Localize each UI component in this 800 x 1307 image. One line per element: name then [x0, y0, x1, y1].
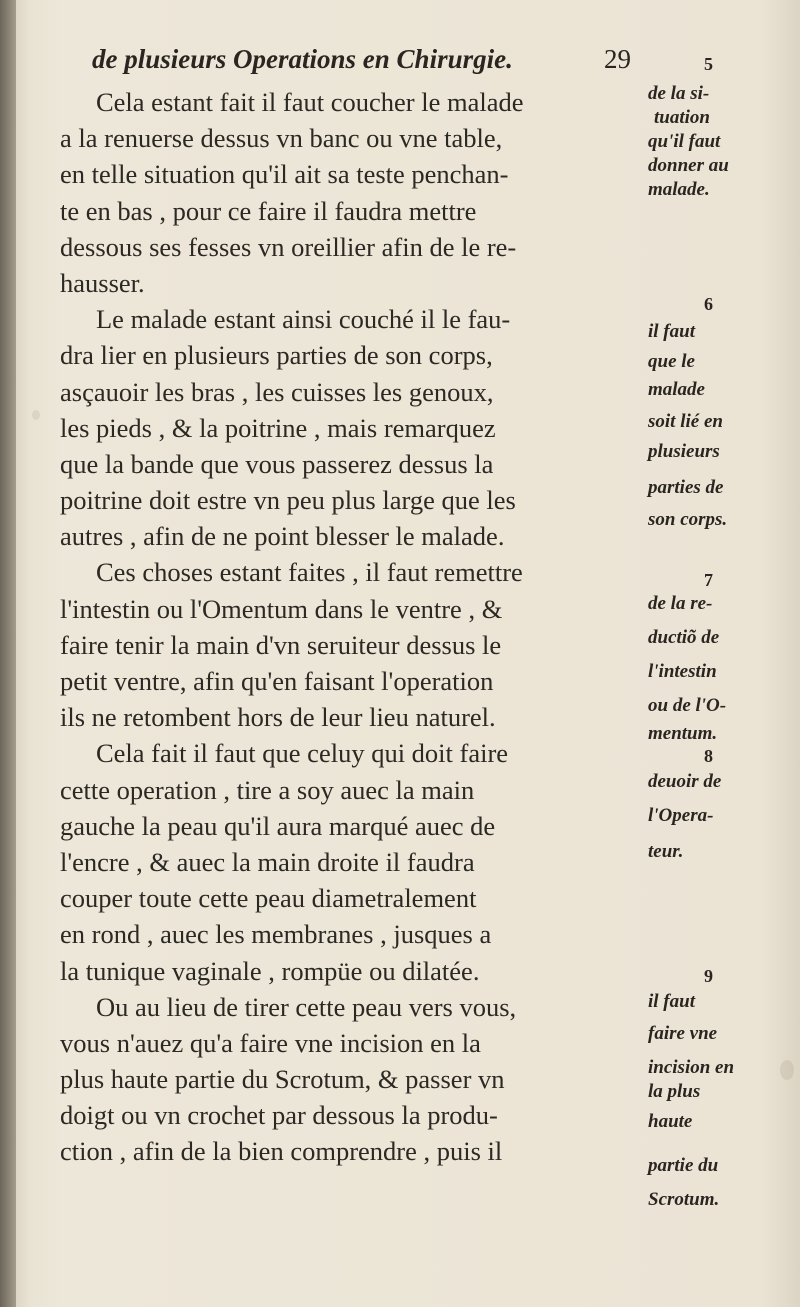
margin-note-line: haute	[648, 1111, 693, 1132]
margin-note-line: deuoir de	[648, 771, 722, 792]
text-line: petit ventre, afin qu'en faisant l'operation	[60, 666, 494, 696]
margin-note-line: teur.	[648, 841, 684, 862]
margin-note-line: qu'il faut	[648, 131, 721, 152]
margin-note-line: malade.	[648, 179, 710, 200]
text-line: que la bande que vous passerez dessus la	[60, 448, 494, 479]
text-line: l'intestin ou l'Omentum dans le ventre , &	[60, 593, 503, 624]
margin-note-line: son corps.	[648, 509, 728, 530]
text-line: asçauoir les bras , les cuisses les genoux,	[60, 376, 494, 407]
book-binding-edge	[0, 0, 16, 1307]
text-line: autres , afin de ne point blesser le malade.	[60, 521, 505, 552]
margin-note-number: 7	[704, 570, 713, 590]
paper-stain	[32, 410, 40, 420]
margin-note-line: parties de	[648, 477, 724, 498]
margin-note-line: faire vne	[648, 1023, 718, 1044]
text-line: ction , afin de la bien comprendre , puis il	[60, 1136, 503, 1167]
running-header	[92, 44, 652, 84]
margin-notes	[648, 0, 788, 1307]
text-line: doigt ou vn crochet par dessous la produ-	[60, 1100, 498, 1131]
margin-note-line: incision en	[648, 1057, 735, 1078]
margin-note-number: 6	[704, 294, 713, 314]
text-line: Cela fait il faut que celuy qui doit faire	[96, 738, 509, 769]
text-line: couper toute cette peau diametralement	[60, 883, 477, 914]
margin-note-line: malade	[648, 379, 705, 400]
paragraph	[60, 735, 640, 988]
text-line: en telle situation qu'il ait sa teste penchan-	[60, 159, 509, 190]
margin-note-line: de la si-	[648, 83, 710, 104]
text-line: la tunique vaginale , rompüe ou dilatée.	[60, 955, 480, 986]
margin-note-line: tuation	[654, 107, 710, 128]
text-line: en rond , auec les membranes , jusques a	[60, 919, 492, 950]
paragraph	[60, 84, 640, 301]
main-text-block	[60, 84, 640, 1170]
margin-note-line: que le	[648, 351, 695, 372]
text-line: ils ne retombent hors de leur lieu naturel.	[60, 702, 496, 733]
text-line: Ou au lieu de tirer cette peau vers vous,	[96, 991, 517, 1022]
text-line: a la renuerse dessus vn banc ou vne table,	[60, 123, 503, 154]
margin-note-line: Scrotum.	[648, 1189, 720, 1210]
margin-note-line: ou de l'O-	[648, 695, 727, 716]
text-line: gauche la peau qu'il aura marqué auec de	[60, 810, 496, 841]
margin-note-line: donner au	[648, 155, 729, 176]
text-line: cette operation , tire a soy auec la main	[60, 774, 475, 805]
text-line: te en bas , pour ce faire il faudra mettre	[60, 195, 477, 226]
margin-note-line: l'Opera-	[648, 805, 714, 826]
margin-note-line: il faut	[648, 321, 695, 342]
text-line: les pieds , & la poitrine , mais remarquez	[60, 412, 496, 443]
margin-note-line: partie du	[648, 1155, 719, 1176]
margin-note-line: il faut	[648, 991, 695, 1012]
paragraph	[60, 301, 640, 554]
paragraph	[60, 554, 640, 735]
margin-note-line: la plus	[648, 1081, 701, 1102]
paragraph	[60, 989, 640, 1170]
text-line: Ces choses estant faites , il faut remettre	[96, 557, 523, 588]
text-line: Cela estant fait il faut coucher le malade	[96, 87, 524, 117]
text-line: l'encre , & auec la main droite il faudra	[60, 846, 475, 877]
text-line: dessous ses fesses vn oreillier afin de le re-	[60, 231, 517, 262]
text-line: plus haute partie du Scrotum, & passer vn	[60, 1064, 505, 1095]
margin-note-line: soit lié en	[648, 411, 723, 432]
paper-stain	[780, 1060, 794, 1080]
margin-note-line: de la re-	[648, 593, 713, 614]
margin-note-number: 9	[704, 966, 713, 986]
running-title: de plusieurs Operations en Chirurgie.	[92, 44, 513, 74]
text-line: vous n'auez qu'a faire vne incision en la	[60, 1027, 481, 1058]
page-number: 29	[604, 44, 631, 74]
text-line: faire tenir la main d'vn seruiteur dessus le	[60, 629, 502, 660]
text-line: Le malade estant ainsi couché il le fau-	[96, 304, 511, 335]
margin-note-line: plusieurs	[648, 441, 720, 462]
text-line: hausser.	[60, 267, 145, 298]
text-line: poitrine doit estre vn peu plus large que les	[60, 485, 516, 516]
margin-note-line: mentum.	[648, 723, 718, 744]
text-line: dra lier en plusieurs parties de son corps,	[60, 340, 493, 371]
margin-note-number: 8	[704, 746, 713, 766]
margin-note-line: ductiõ de	[648, 627, 720, 648]
margin-note-line: l'intestin	[648, 661, 717, 682]
margin-note-number: 5	[704, 54, 713, 74]
